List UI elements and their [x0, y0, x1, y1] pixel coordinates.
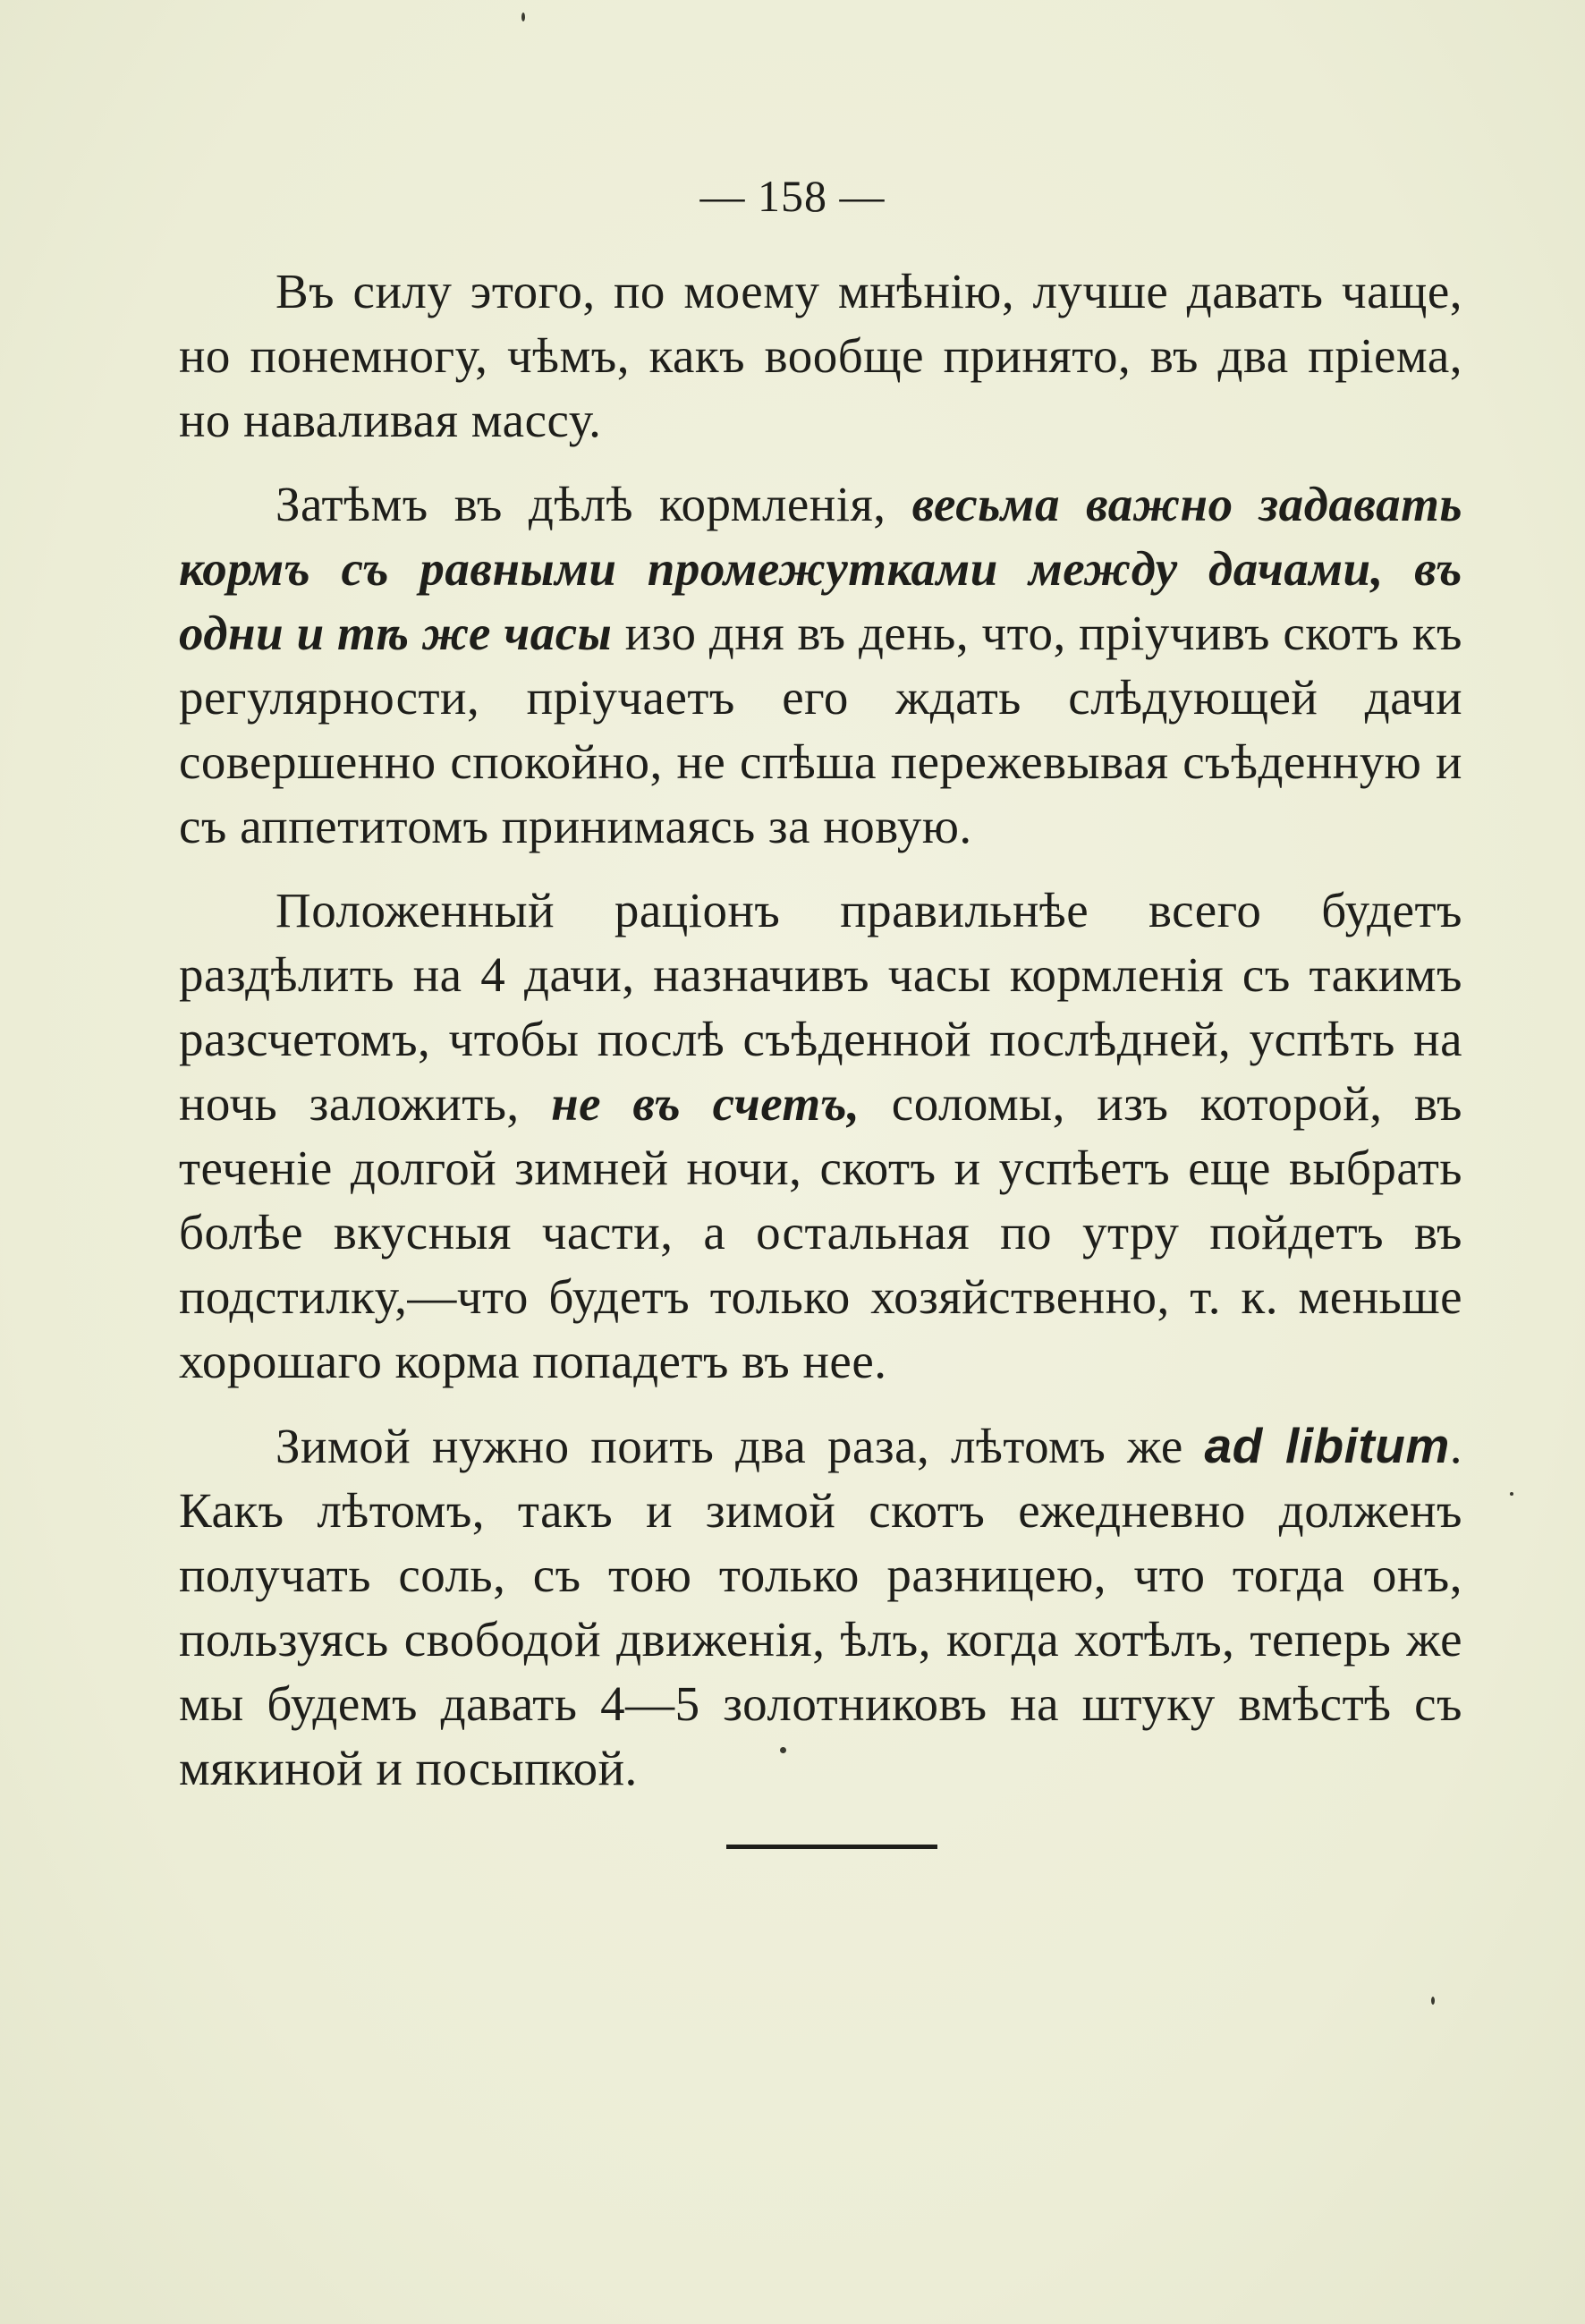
- paragraph-4: [179, 1413, 1462, 1801]
- paragraph-3: [179, 878, 1462, 1394]
- paragraph-1: [179, 259, 1462, 453]
- paragraph-3-text-end: соломы, изъ которой, въ теченіе долгой зимней ночи, скотъ и успѣетъ еще выбрать болѣе вкусныя части, а остальная по утру пойдетъ въ подстилку,—что будетъ только хозяйственно, т. к. меньше хорошаго корма попадетъ въ нее.: [179, 1076, 1462, 1388]
- ink-speck: [1431, 1997, 1435, 2005]
- paragraph-2-italic-emphasis: весьма важно задавать кормъ съ равными промежутками между дачами, въ одни и тѣ же часы: [179, 477, 1463, 660]
- ink-speck: [1510, 1492, 1513, 1496]
- ink-speck: [780, 1747, 786, 1753]
- page-number: — 158 —: [699, 171, 886, 221]
- paragraph-4-text-start: Зимой нужно поить два раза, лѣтомъ же: [275, 1419, 1205, 1473]
- end-rule: [726, 1845, 937, 1849]
- paragraph-2-text-start: Затѣмъ въ дѣлѣ кормленія,: [275, 477, 912, 531]
- paragraph-2-text-end: изо дня въ день, что, пріучивъ скотъ къ регулярности, пріучаетъ его ждать слѣдующей дачи совершенно спокойно, не спѣша пережевывая съѣденную и съ аппетитомъ принимаясь за новую.: [179, 606, 1462, 853]
- body-text: [179, 259, 1462, 1801]
- paragraph-4-latin-phrase: ad libitum: [1204, 1418, 1450, 1473]
- paragraph-3-text-start: Положенный раціонъ правильнѣе всего будетъ раздѣлить на 4 дачи, назначивъ часы кормленія съ такимъ разсчетомъ, чтобы послѣ съѣденной послѣдней, успѣть на ночь заложить,: [179, 883, 1462, 1131]
- ink-speck: [521, 13, 525, 21]
- paragraph-4-text-end: . Какъ лѣтомъ, такъ и зимой скотъ ежедневно долженъ получать соль, съ тою только разницею, что тогда онъ, пользуясь свободой движенія, ѣлъ, когда хотѣлъ, теперь же мы будемъ давать 4—5 золотниковъ на штуку вмѣстѣ съ мякиной и посыпкой.: [179, 1419, 1462, 1795]
- paragraph-2: [179, 472, 1462, 859]
- paragraph-1-text: Въ силу этого, по моему мнѣнію, лучше давать чаще, но понемногу, чѣмъ, какъ вообще принято, въ два пріема, но наваливая массу.: [179, 264, 1462, 447]
- paragraph-3-italic-emphasis: не въ счетъ,: [551, 1076, 860, 1131]
